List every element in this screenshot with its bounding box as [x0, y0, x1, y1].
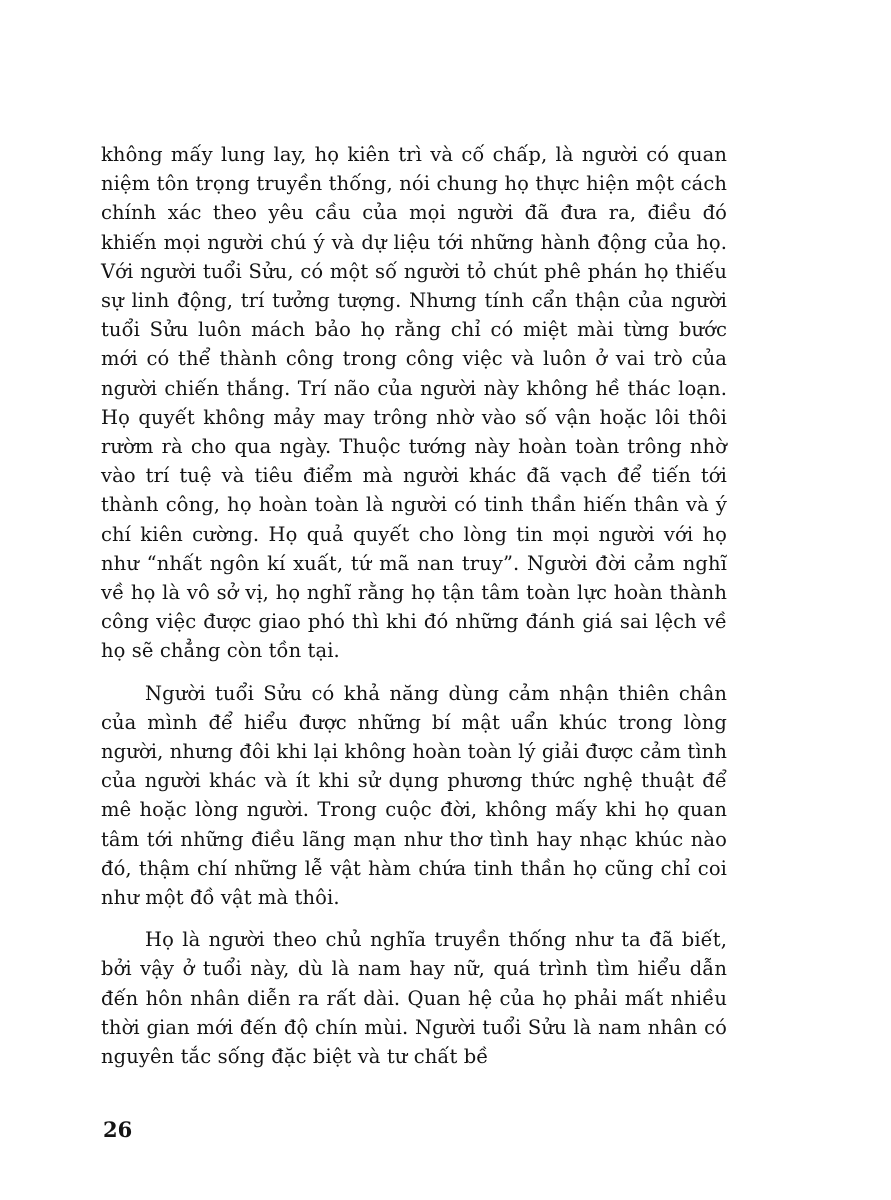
- paragraph-traditionalism: Họ là người theo chủ nghĩa truyền thống như ta đã biết, bởi vậy ở tuổi này, dù là nam hay nữ, quá trình tìm hiểu dẫn đến hôn nhân diễn ra rất dài. Quan hệ của họ phải mất nhiều thời gian mới đến độ chín mùi. Người tuổi Sửu là nam nhân có nguyên tắc sống đặc biệt và tư chất bề: [101, 928, 727, 1069]
- body-text: [101, 140, 727, 1084]
- paragraph-perception: Người tuổi Sửu có khả năng dùng cảm nhận thiên chân của mình để hiểu được những bí mật uẩn khúc trong lòng người, nhưng đôi khi lại không hoàn toàn lý giải được cảm tình của người khác và ít khi sử dụng phương thức nghệ thuật để mê hoặc lòng người. Trong cuộc đời, không mấy khi họ quan tâm tới những điều lãng mạn như thơ tình hay nhạc khúc nào đó, thậm chí những lễ vật hàm chứa tinh thần họ cũng chỉ coi như một đồ vật mà thôi.: [101, 681, 727, 910]
- page-number: 26: [103, 1117, 133, 1142]
- paragraph-continuation: không mấy lung lay, họ kiên trì và cố chấp, là người có quan niệm tôn trọng truyền thống, nói chung họ thực hiện một cách chính xác theo yêu cầu của mọi người đã đưa ra, điều đó khiến mọi người chú ý và dự liệu tới những hành động của họ. Với người tuổi Sửu, có một số người tỏ chút phê phán họ thiếu sự linh động, trí tưởng tượng. Nhưng tính cẩn thận của người tuổi Sửu luôn mách bảo họ rằng chỉ có miệt mài từng bước mới có thể thành công trong công việc và luôn ở vai trò của người chiến thắng. Trí não của người này không hề thác loạn. Họ quyết không mảy may trông nhờ vào số vận hoặc lôi thôi rườm rà cho qua ngày. Thuộc tướng này hoàn toàn trông nhờ vào trí tuệ và tiêu điểm mà người khác đã vạch để tiến tới thành công, họ hoàn toàn là người có tinh thần hiến thân và ý chí kiên cường. Họ quả quyết cho lòng tin mọi người với họ như “nhất ngôn kí xuất, tứ mã nan truy”. Người đời cảm nghĩ về họ là vô sở vị, họ nghĩ rằng họ tận tâm toàn lực hoàn thành công việc được giao phó thì khi đó những đánh giá sai lệch về họ sẽ chẳng còn tồn tại.: [101, 143, 727, 663]
